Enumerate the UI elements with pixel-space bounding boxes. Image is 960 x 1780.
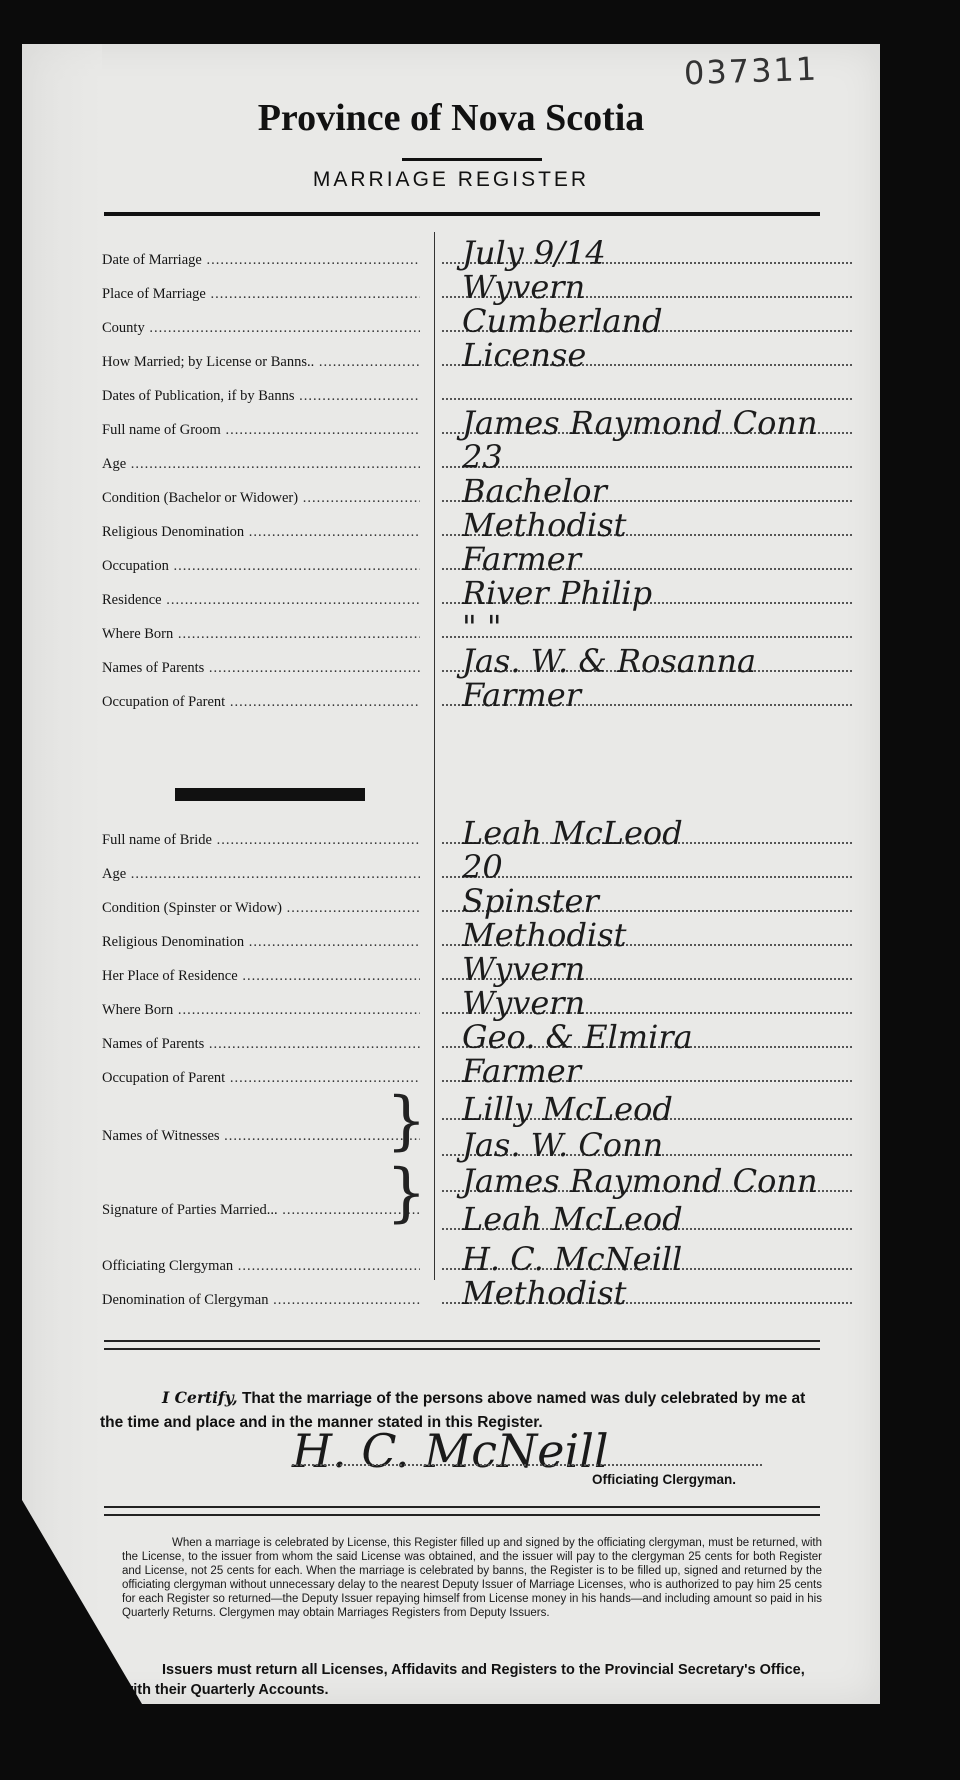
field-label: Place of Marriage ..... [102, 286, 420, 303]
field-value: License [462, 336, 587, 374]
issuers-notice: Issuers must return all Licenses, Affidavits and Registers to the Provincial Secretary's Office, with their Quarterly Accounts. [122, 1662, 805, 1698]
field-value: Farmer [462, 1052, 581, 1090]
field-label: Signature of Parties Married... ..... [102, 1202, 420, 1219]
section-separator-bar [175, 788, 365, 801]
field-value: Farmer [462, 540, 581, 578]
signature-line [292, 1464, 762, 1466]
register-form [22, 44, 880, 1704]
field-value: Cumberland [462, 302, 663, 340]
field-value: Jas. W. & Rosanna [462, 642, 757, 680]
field-dots [442, 466, 852, 468]
witness-brace: } [386, 1084, 427, 1158]
signature-role: Officiating Clergyman. [592, 1472, 737, 1487]
field-dots [442, 636, 852, 638]
field-value: 23 [462, 438, 503, 476]
field-value: Farmer [462, 676, 581, 714]
title-underline [402, 158, 542, 161]
field-value: 20 [462, 848, 503, 886]
field-label: How Married; by License or Banns.. ..... [102, 354, 420, 371]
field-value: Wyvern [462, 268, 586, 306]
certify-divider [104, 1340, 820, 1350]
field-label: Names of Witnesses ..... [102, 1128, 420, 1145]
field-value: Methodist [462, 1274, 627, 1312]
field-value: Methodist [462, 916, 627, 954]
field-label: Her Place of Residence ..... [102, 968, 420, 985]
field-value: Bachelor [462, 472, 607, 510]
field-value: Geo. & Elmira [462, 1018, 693, 1056]
signature-value: Leah McLeod [462, 1200, 683, 1238]
instructions-notice: When a marriage is celebrated by License, this Register filled up and signed by the officiating clergyman, must be returned, with the License, to the issuer from whom the said License was obtained, and the issuer will pay to the clergyman 25 cents for both Register and License, not 25 cents for each. When the marriage is celebrated by banns, the Register is to be filled up, signed and returned by the officiating clergyman without unnecessary delay to the nearest Deputy Issuer of Marriage Licenses, who is authorized to pay him 25 cents for each Register so returned—the Deputy Issuer repaying himself from License money in his hands—and including amount so paid in his Quarterly Returns. Clergymen may obtain Marriages Registers from Deputy Issuers. [122, 1537, 822, 1619]
signature-row-2 [102, 1200, 852, 1242]
paper-fold-shade [22, 44, 102, 1704]
torn-corner [22, 1500, 142, 1704]
signature-value: James Raymond Conn [462, 1162, 818, 1200]
field-label: Names of Parents ..... [102, 660, 420, 677]
field-label: Age ..... [102, 456, 420, 473]
certify-lead: I Certify, [162, 1388, 238, 1407]
field-label: Dates of Publication, if by Banns ..... [102, 388, 420, 405]
field-label: Age ..... [102, 866, 420, 883]
field-row [102, 1274, 852, 1316]
field-label: Condition (Spinster or Widow) ..... [102, 900, 420, 917]
registration-number: 037311 [683, 49, 819, 93]
witness-value: Lilly McLeod [462, 1090, 673, 1128]
field-label: Residence ..... [102, 592, 420, 609]
clergy-signature: H. C. McNeill [292, 1424, 609, 1478]
field-label: Officiating Clergyman ..... [102, 1258, 420, 1275]
signature-brace: } [386, 1156, 427, 1230]
field-row [102, 676, 852, 718]
field-dots [442, 398, 852, 400]
field-label: Full name of Bride ..... [102, 832, 420, 849]
field-label: Full name of Groom ..... [102, 422, 420, 439]
field-value: " " [462, 608, 502, 646]
field-label: Where Born ..... [102, 1002, 420, 1019]
header-divider [104, 212, 820, 216]
field-label: Occupation of Parent ..... [102, 694, 420, 711]
field-value: Wyvern [462, 950, 586, 988]
field-value: River Philip [462, 574, 653, 612]
field-value: James Raymond Conn [462, 404, 818, 442]
field-label: Names of Parents ..... [102, 1036, 420, 1053]
field-label: Denomination of Clergyman ..... [102, 1292, 420, 1309]
certify-body: That the marriage of the persons above named was duly celebrated by me at the time and place and in the manner stated in this Register. [100, 1390, 806, 1431]
field-value: H. C. McNeill [462, 1240, 683, 1278]
field-value: July 9/14 [462, 234, 606, 272]
field-label: Where Born ..... [102, 626, 420, 643]
page-subtitle: MARRIAGE REGISTER [312, 168, 590, 191]
field-label: Religious Denomination ..... [102, 524, 420, 541]
field-label: Occupation ..... [102, 558, 420, 575]
field-label: Date of Marriage ..... [102, 252, 420, 269]
field-dots [442, 876, 852, 878]
field-value: Wyvern [462, 984, 586, 1022]
field-value: Leah McLeod [462, 814, 683, 852]
field-row [102, 336, 852, 378]
field-label: Occupation of Parent ..... [102, 1070, 420, 1087]
notice-divider [104, 1506, 820, 1516]
page-title: Province of Nova Scotia [257, 97, 645, 139]
field-value: Methodist [462, 506, 627, 544]
field-label: Religious Denomination ..... [102, 934, 420, 951]
field-value: Spinster [462, 882, 599, 920]
witness-value: Jas. W. Conn [462, 1126, 664, 1164]
field-label: County ..... [102, 320, 420, 337]
field-label: Condition (Bachelor or Widower) ..... [102, 490, 420, 507]
field-row [102, 1052, 852, 1094]
